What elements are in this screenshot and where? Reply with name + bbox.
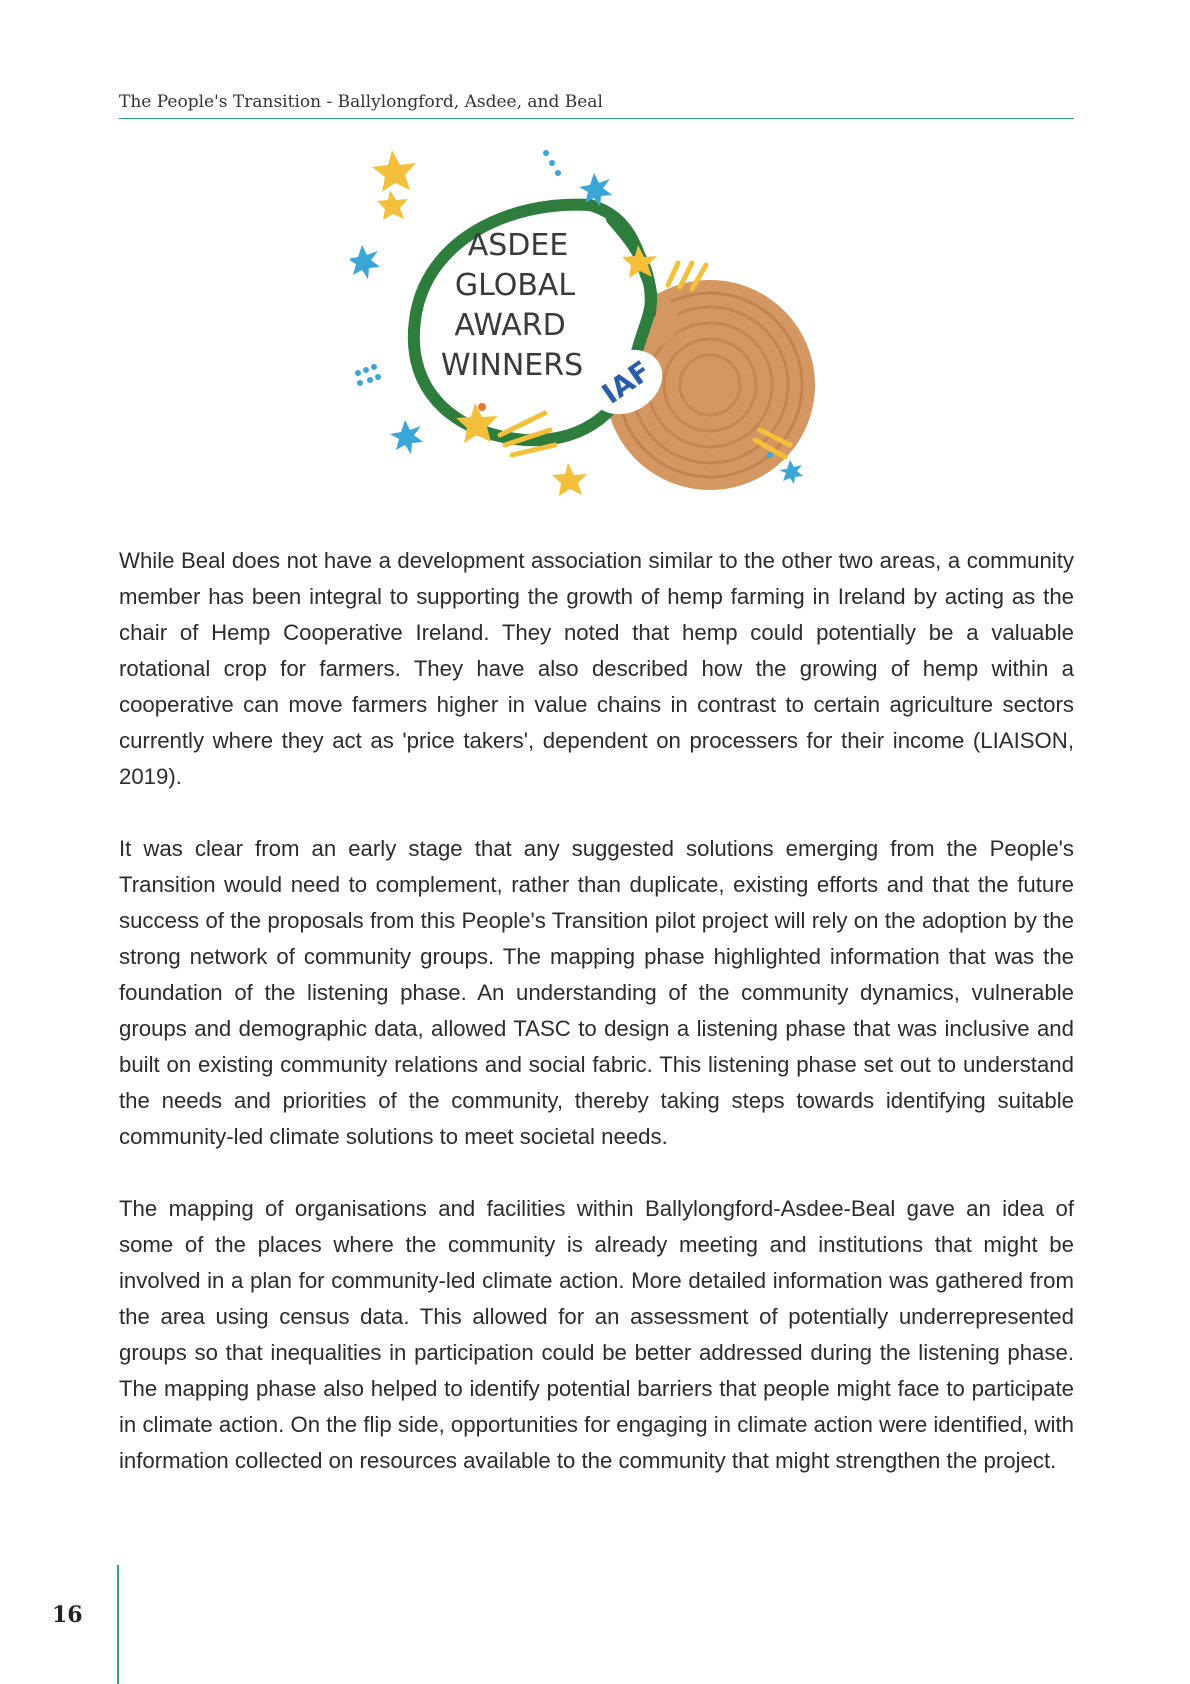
award-line-4: WINNERS [440, 348, 584, 383]
star-icon [372, 150, 416, 192]
paragraph-beal-hemp: While Beal does not have a development association similar to the other two areas, a community member has been integral to supporting the growth of hemp farming in Ireland by acting as the chair of Hemp Cooperative Ireland. They noted that hemp could potentially be a valuable rotational crop for farmers. They have also described how the growing of hemp within a cooperative can move farmers higher in value chains in contrast to certain agriculture sectors currently where they act as 'price takers', dependent on processers for their income (LIAISON, 2019). [119, 548, 1074, 789]
star-icon [377, 190, 408, 220]
paragraph-early-stage: It was clear from an early stage that any suggested solutions emerging from the People's Transition would need to complement, rather than duplicate, existing efforts and that the future success of the proposals from this People's Transition pilot project will rely on the adoption by the strong network of community groups. The mapping phase highlighted information that was the foundation of the listening phase. An understanding of the community dynamics, vulnerable groups and demographic data, allowed TASC to design a listening phase that was inclusive and built on existing community relations and social fabric. This listening phase set out to understand the needs and priorities of the community, thereby taking steps towards identifying suitable community-led climate solutions to meet societal needs. [119, 836, 1074, 1149]
page-number: 16 [52, 1602, 83, 1628]
sparkle-icon [350, 245, 380, 279]
star-icon [552, 463, 587, 496]
body-text [119, 543, 1074, 1515]
award-line-2: GLOBAL [454, 268, 576, 303]
award-line-3: AWARD [454, 308, 566, 343]
iaf-badge-text: IAF [595, 354, 657, 411]
running-header [119, 88, 1074, 119]
award-illustration [350, 145, 850, 535]
award-line-1: ASDEE [467, 228, 569, 263]
paragraph-mapping: The mapping of organisations and facilities within Ballylongford-Asdee-Beal gave an idea of some of the places where the community is already meeting and institutions that might be involved in a plan for community-led climate action. More detailed information was gathered from the area using census data. This allowed for an assessment of potentially underrepresented groups so that inequalities in participation could be better addressed during the listening phase. The mapping phase also helped to identify potential barriers that people might face to participate in climate action. On the flip side, opportunities for engaging in climate action were identified, with information collected on resources available to the community that might strengthen the project. [119, 1196, 1074, 1473]
footer-rule [117, 1565, 119, 1684]
sparkle-icon [390, 420, 423, 454]
sparkle-icon [779, 460, 803, 484]
header-title: The People's Transition - Ballylongford, Asdee, and Beal [119, 92, 603, 112]
